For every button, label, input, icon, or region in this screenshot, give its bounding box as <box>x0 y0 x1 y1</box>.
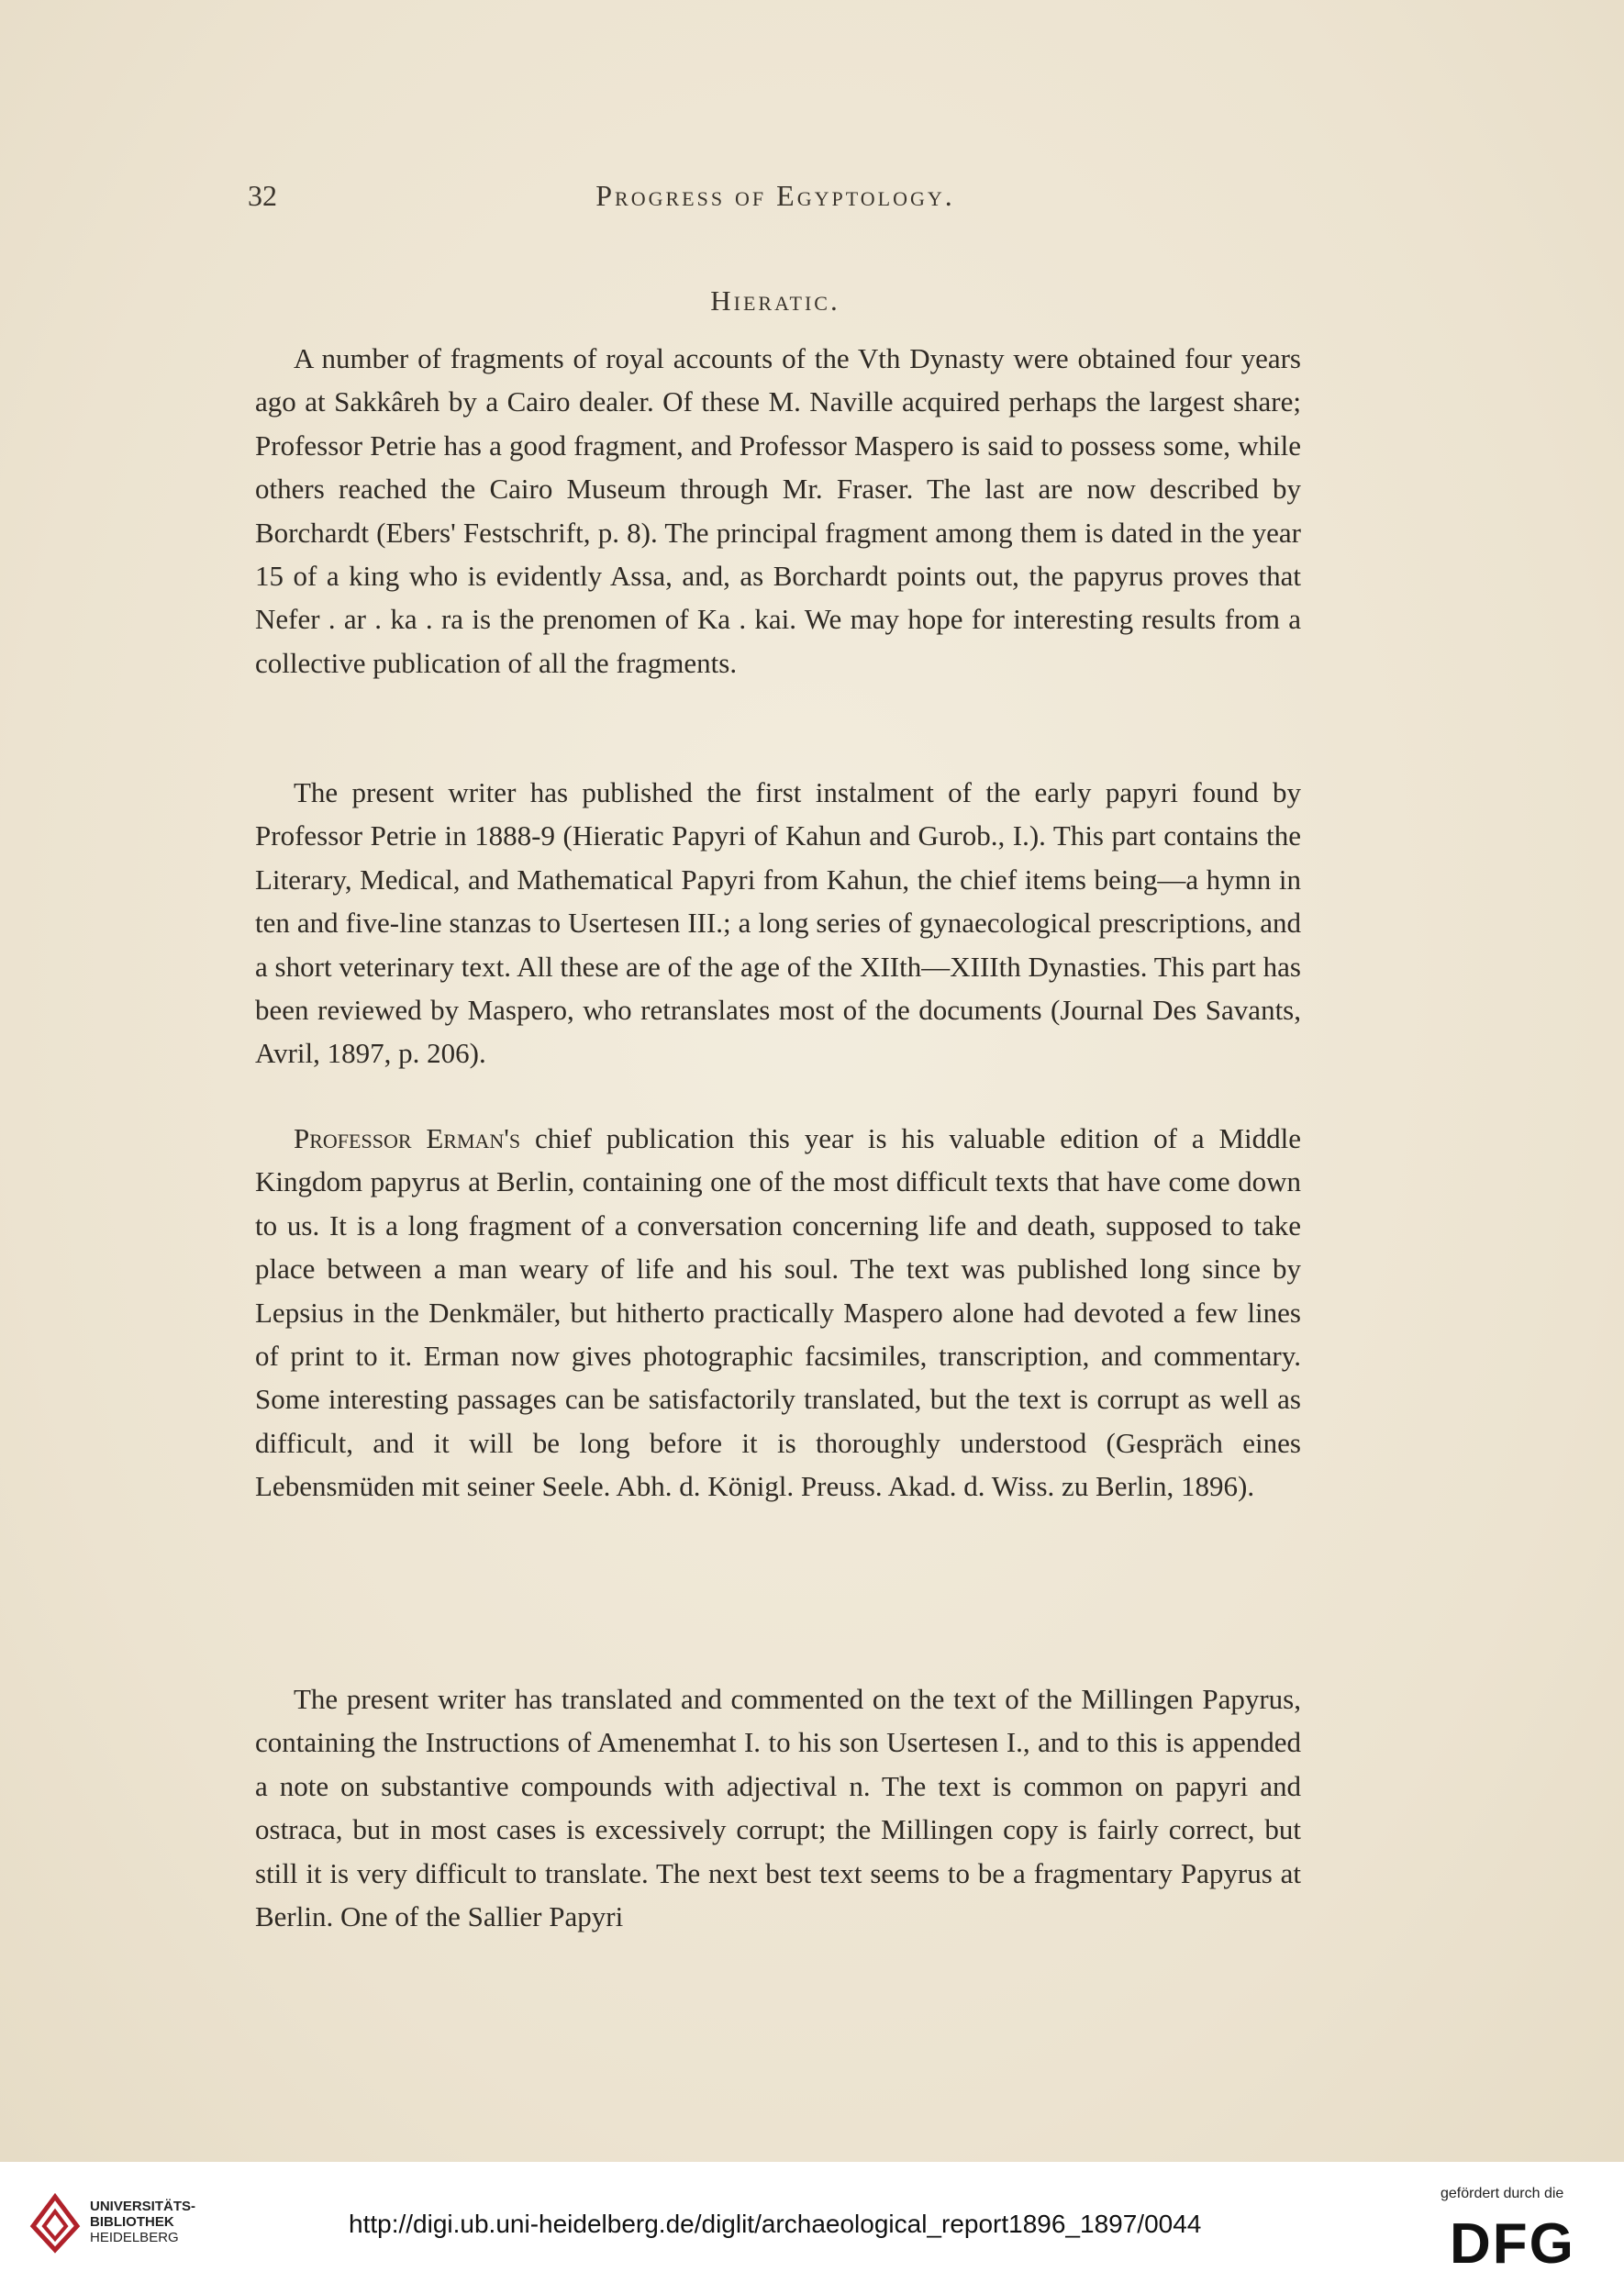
university-library-name <box>90 2199 195 2245</box>
page-header <box>248 179 1303 225</box>
paragraph-4-text: The present writer has translated and commented on the text of the Millingen Papyrus, containing the Instructions of Amenemhat I. to his son Usertesen I., and to this is appended a note on substantive compounds with adjectival n. The text is common on papyri and ostraca, but in most cases is excessively corrupt; the Millingen copy is fairly correct, but still it is very difficult to translate. The next best text seems to be a fragmentary Papyrus at Berlin. One of the Sallier Papyri <box>255 1683 1301 1933</box>
paragraph-2 <box>255 771 1301 1075</box>
paragraph-3-text: chief publication this year is his valuable edition of a Middle Kingdom papyrus at Berlin, containing one of the most difficult texts that have come down to us. It is a long fragment of a conversation concerning life and death, supposed to take place between a man weary of life and his soul. The text was published long since by Lepsius in the Denkmäler, but hitherto practically Maspero alone had devoted a few lines of print to it. Erman now gives photographic facsimiles, transcription, and commentary. Some interesting passages can be satisfactorily translated, but the text is corrupt as well as difficult, and it will be long before it is thoroughly understood (Gespräch eines Lebensmüden mit seiner Seele. Abh. d. Königl. Preuss. Akad. d. Wiss. zu Berlin, 1896). <box>255 1122 1301 1503</box>
paragraph-2-text: The present writer has published the first instalment of the early papyri found by Professor Petrie in 1888-9 (Hieratic Papyri of Kahun and Gurob., I.). This part contains the Literary, Medical, and Mathematical Papyri from Kahun, the chief items being—a hymn in ten and five-line stanzas to Usertesen III.; a long series of gynaecological prescriptions, and a short veterinary text. All these are of the age of the XIIth—XIIIth Dynasties. This part has been reviewed by Maspero, who retranslates most of the documents (Journal Des Savants, Avril, 1897, p. 206). <box>255 776 1301 1070</box>
dfg-logo[interactable]: DFG <box>1450 2212 1575 2276</box>
digitization-footer <box>0 2162 1624 2283</box>
university-library-logo-icon[interactable] <box>28 2189 83 2255</box>
paragraph-3-lead: Professor Erman's <box>294 1122 521 1154</box>
paragraph-4 <box>255 1677 1301 1938</box>
paragraph-1-text: A number of fragments of royal accounts of the Vth Dynasty were obtained four years ago at Sakkâreh by a Cairo dealer. Of these M. Naville acquired perhaps the largest share; Professor Petrie has a good fragment, and Professor Maspero is said to possess some, while others reached the Cairo Museum through Mr. Fraser. The last are now described by Borchardt (Ebers' Festschrift, p. 8). The principal fragment among them is dated in the year 15 of a king who is evidently Assa, and, as Borchardt points out, the papyrus proves that Nefer . ar . ka . ra is the prenomen of Ka . kai. We may hope for interesting results from a collective publication of all the fragments. <box>255 342 1301 679</box>
library-name-line-3: HEIDELBERG <box>90 2230 179 2245</box>
library-name-line-1: UNIVERSITÄTS- <box>90 2199 196 2214</box>
page-number: 32 <box>248 179 277 212</box>
permalink-url[interactable]: http://digi.ub.uni-heidelberg.de/diglit/archaeological_report1896_1897/0044 <box>349 2210 1202 2238</box>
running-title: Progress of Egyptology. <box>595 179 955 212</box>
section-heading: Hieratic. <box>710 284 840 317</box>
funded-by-label: gefördert durch die <box>1440 2186 1564 2201</box>
paragraph-3-body <box>255 1117 1301 1509</box>
paragraph-3 <box>255 1117 1301 1509</box>
library-name-line-2: BIBLIOTHEK <box>90 2214 174 2230</box>
paragraph-1 <box>255 337 1301 685</box>
